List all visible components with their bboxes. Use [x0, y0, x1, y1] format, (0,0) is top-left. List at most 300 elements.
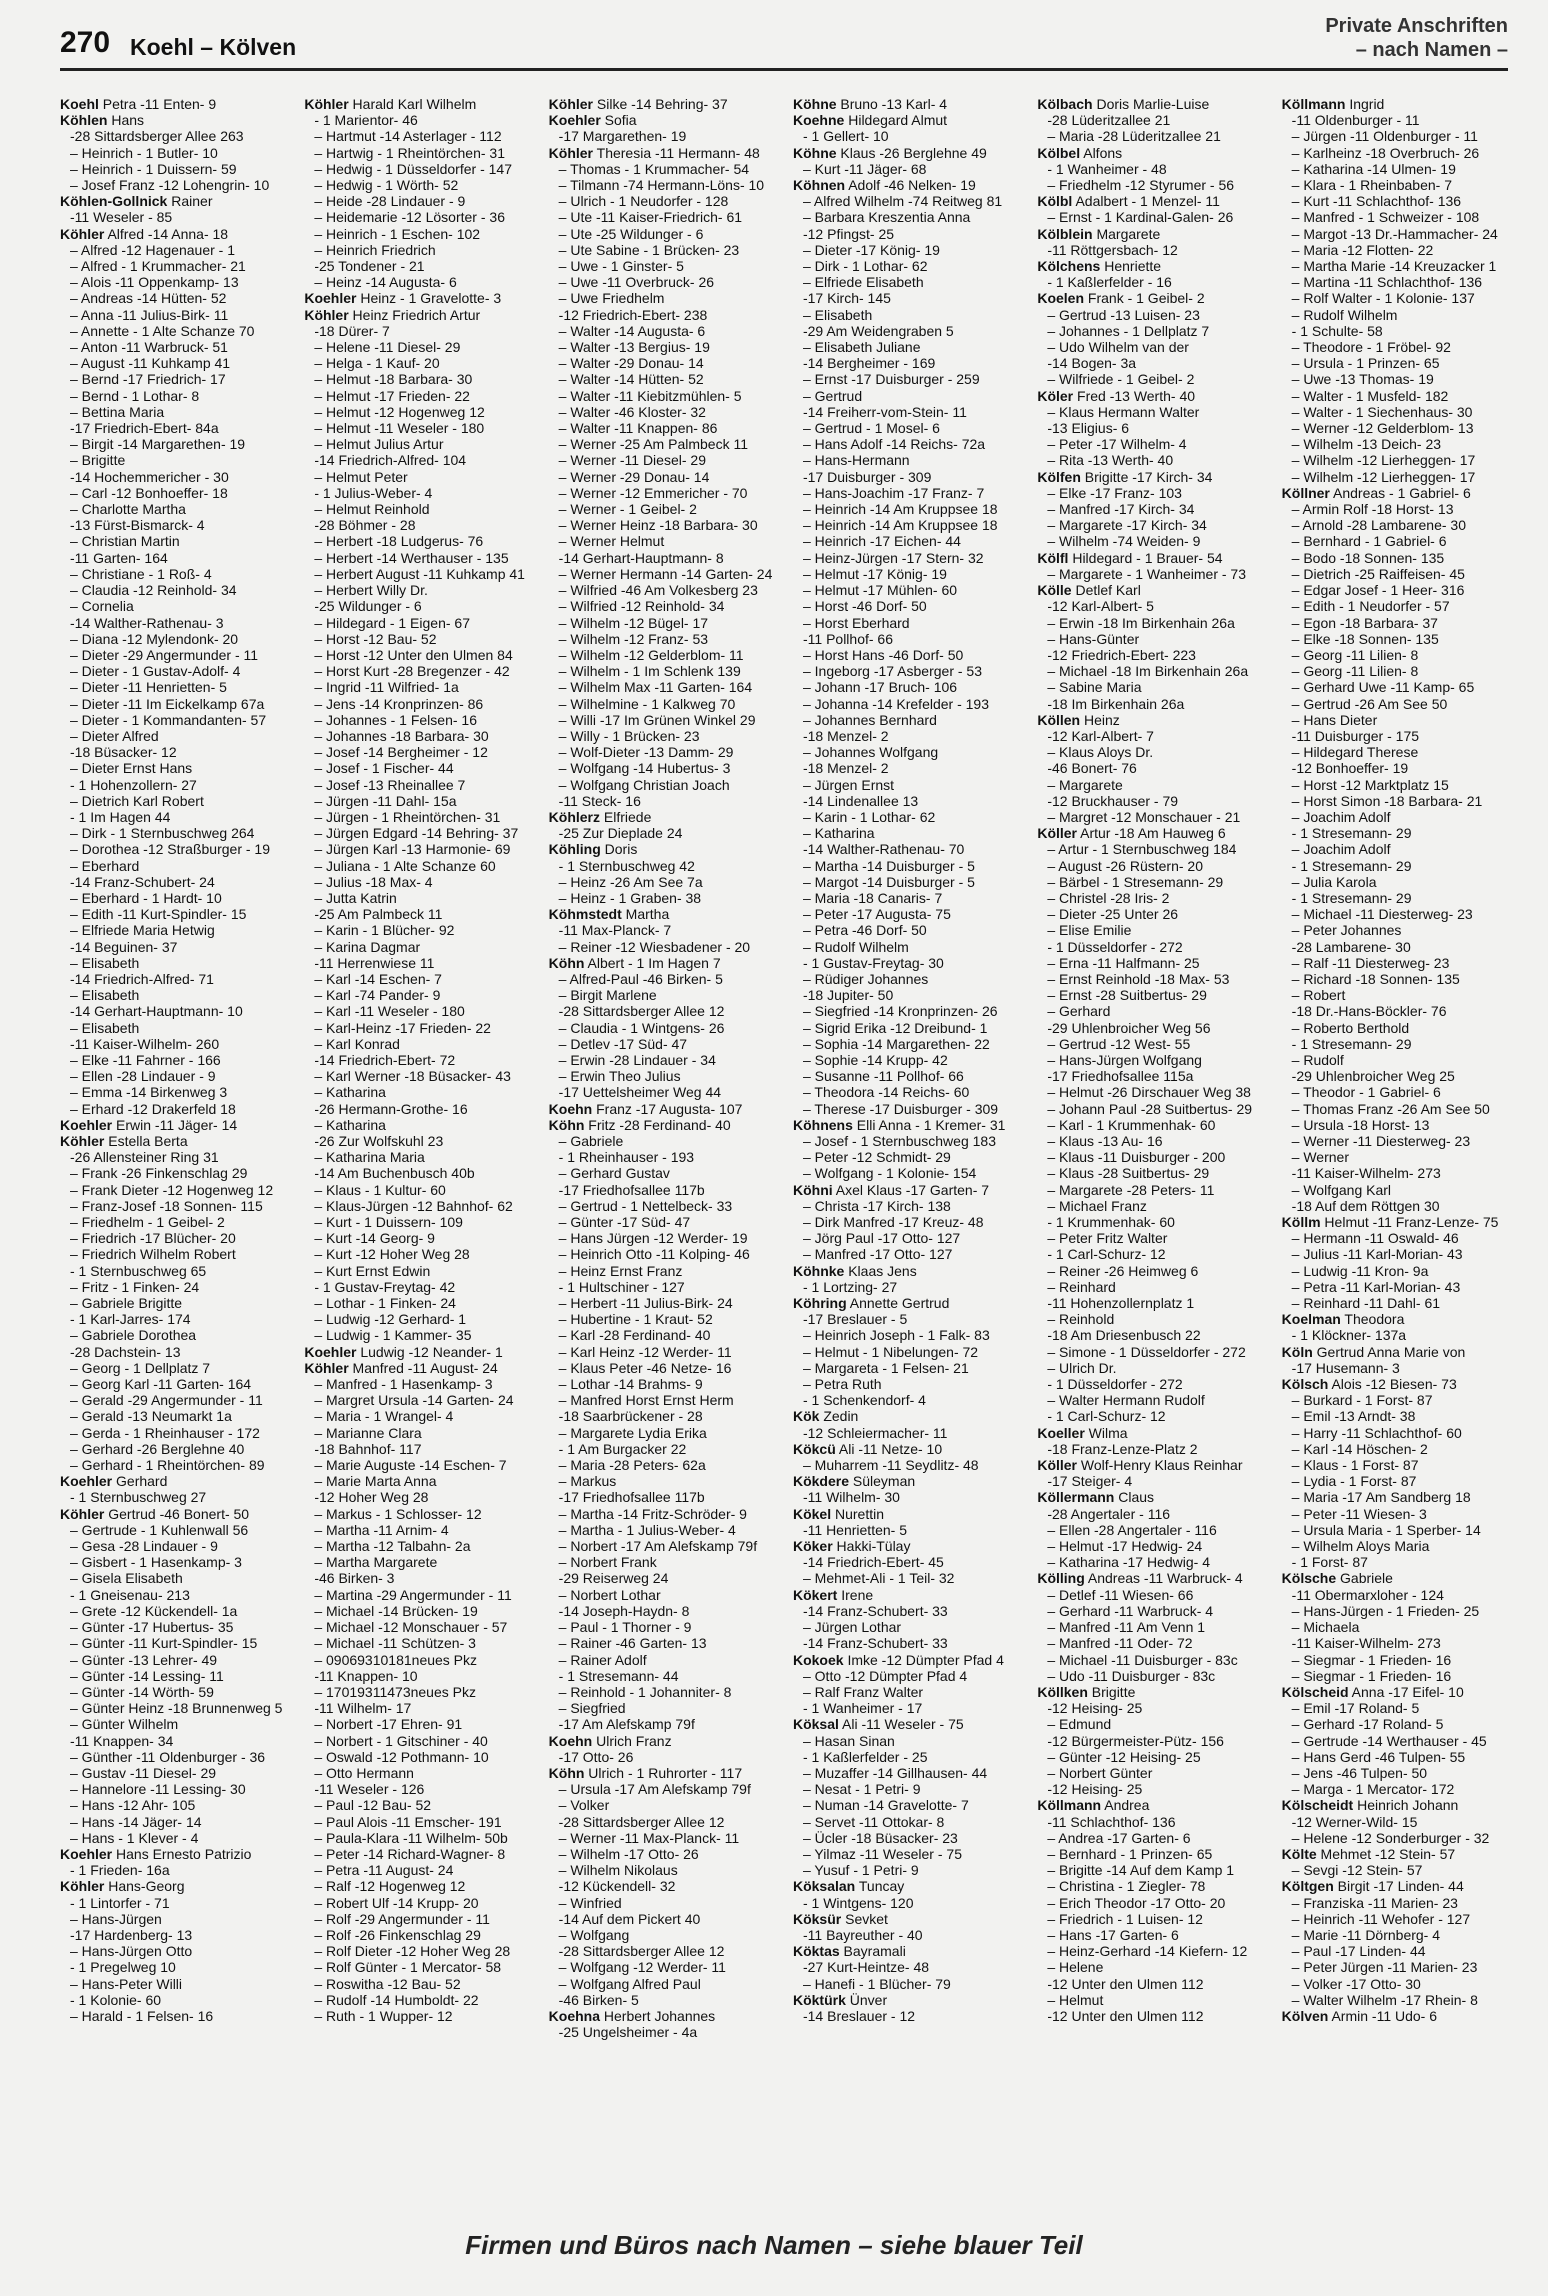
entry-details: – Jens -46 Tulpen- 50	[1291, 1764, 1428, 1781]
directory-entry	[1282, 420, 1510, 436]
entry-surname: Köhler	[304, 306, 349, 323]
directory-entry	[304, 906, 532, 922]
entry-details: – Horst -46 Dorf- 50	[802, 598, 927, 615]
directory-entry	[793, 744, 1021, 760]
entry-details: – Rainer Adolf	[558, 1651, 647, 1668]
directory-entry	[1282, 274, 1510, 290]
entry-details: – Margarete	[1047, 776, 1123, 793]
directory-entry	[1037, 1295, 1265, 1311]
entry-details: – Werner Helmut	[558, 533, 665, 550]
directory-entry	[60, 647, 288, 663]
entry-details: -12 Unter den Ulmen 112	[1047, 1975, 1204, 1992]
directory-entry	[1037, 112, 1265, 128]
entry-details: – Margot -13 Dr.-Hammacher- 24	[1291, 225, 1498, 242]
directory-entry	[304, 1733, 532, 1749]
directory-entry	[304, 436, 532, 452]
entry-surname: Kölchens	[1037, 258, 1101, 275]
entry-details: -18 Dürer- 7	[314, 322, 390, 339]
entry-details: Gerhard	[112, 1473, 168, 1490]
directory-entry	[793, 1473, 1021, 1489]
directory-entry	[549, 145, 777, 161]
entry-details: – Therese -17 Duisburger - 309	[802, 1100, 999, 1117]
entry-details: – Gerhard Uwe -11 Kamp- 65	[1291, 679, 1475, 696]
entry-details: -11 Obermarxloher - 124	[1291, 1586, 1444, 1603]
entry-details: – Margret Ursula -14 Garten- 24	[314, 1392, 514, 1409]
entry-details: – Peter Jürgen -11 Marien- 23	[1291, 1959, 1478, 1976]
entry-details: – Johanna -14 Krefelder - 193	[802, 695, 989, 712]
directory-entry	[304, 2008, 532, 2024]
page-name-range: Koehl – Kölven	[130, 34, 297, 60]
directory-entry	[60, 452, 288, 468]
directory-entry	[304, 696, 532, 712]
entry-details: – Ludwig - 1 Kammer- 35	[314, 1327, 472, 1344]
directory-entry	[60, 1927, 288, 1943]
directory-entry	[549, 1878, 777, 1894]
entry-details: – Wilfried -46 Am Volkesberg 23	[558, 582, 758, 599]
directory-entry	[60, 1052, 288, 1068]
directory-entry	[549, 323, 777, 339]
entry-details: Rainer	[167, 193, 213, 210]
entry-details: -14 Am Buchenbusch 40b	[314, 1165, 475, 1182]
directory-entry	[1282, 906, 1510, 922]
directory-entry	[304, 1506, 532, 1522]
directory-entry	[1282, 1149, 1510, 1165]
entry-surname: Köller	[1037, 825, 1078, 842]
entry-details: – Jürgen Edgard -14 Behring- 37	[314, 825, 519, 842]
directory-entry	[1282, 1765, 1510, 1781]
entry-details: -28 Lüderitzallee 21	[1047, 112, 1171, 129]
directory-entry	[1282, 1862, 1510, 1878]
directory-entry	[60, 1959, 288, 1975]
directory-entry	[60, 1992, 288, 2008]
entry-details: – Fritz - 1 Finken- 24	[70, 1278, 200, 1295]
entry-details: Mehmet -12 Stein- 57	[1316, 1845, 1456, 1862]
entry-details: -12 Werner-Wild- 15	[1291, 1813, 1418, 1830]
entry-details: – Otto -12 Dümpter Pfad 4	[802, 1667, 968, 1684]
directory-entry	[60, 1538, 288, 1554]
directory-entry	[304, 1797, 532, 1813]
directory-entry	[549, 744, 777, 760]
entry-details: -12 Heising- 25	[1047, 1781, 1143, 1798]
entry-details: -14 Walther-Rathenau- 3	[70, 614, 224, 631]
directory-entry	[549, 226, 777, 242]
entry-details: – Tilmann -74 Hermann-Löns- 10	[558, 177, 765, 194]
entry-details: – Kurt -11 Jäger- 68	[802, 160, 927, 177]
directory-entry	[60, 1846, 288, 1862]
entry-details: - 1 Sternbuschweg 27	[70, 1489, 207, 1506]
entry-details: -28 Lambarene- 30	[1291, 938, 1411, 955]
directory-entry	[1282, 582, 1510, 598]
directory-entry	[549, 177, 777, 193]
entry-details: – Gerhard - 1 Rheintörchen- 89	[70, 1457, 265, 1474]
entry-details: – Heide -28 Lindauer - 9	[314, 193, 466, 210]
entry-details: – Walter -14 Augusta- 6	[558, 322, 706, 339]
directory-entry	[1037, 436, 1265, 452]
directory-entry	[1282, 1344, 1510, 1360]
entry-details: – Klaus -28 Suitbertus- 29	[1047, 1165, 1210, 1182]
directory-entry	[1037, 647, 1265, 663]
entry-details: – Franziska -11 Marien- 23	[1291, 1894, 1458, 1911]
entry-details: – Bettina Maria	[70, 403, 165, 420]
directory-entry	[1037, 1959, 1265, 1975]
directory-entry	[793, 290, 1021, 306]
directory-entry	[60, 1149, 288, 1165]
entry-details: – Marie Marta Anna	[314, 1473, 437, 1490]
entry-details: Brigitte -17 Kirch- 34	[1080, 468, 1213, 485]
entry-details: – Erwin -28 Lindauer - 34	[558, 1051, 716, 1068]
directory-entry	[793, 1765, 1021, 1781]
entry-details: -14 Joseph-Haydn- 8	[558, 1602, 690, 1619]
entry-details: – Bodo -18 Sonnen- 135	[1291, 549, 1445, 566]
entry-details: – Peter -14 Richard-Wagner- 8	[314, 1845, 506, 1862]
directory-entry	[304, 1084, 532, 1100]
directory-entry	[1037, 1684, 1265, 1700]
directory-entry	[1282, 1230, 1510, 1246]
directory-entry	[1037, 339, 1265, 355]
directory-entry	[793, 1279, 1021, 1295]
entry-details: Gabriele	[1336, 1570, 1393, 1587]
entry-details: – Reinhold - 1 Johanniter- 8	[558, 1683, 732, 1700]
directory-entry	[60, 1668, 288, 1684]
entry-details: – Edith - 1 Neudorfer - 57	[1291, 598, 1450, 615]
directory-entry	[60, 388, 288, 404]
entry-details: Claus	[1114, 1489, 1155, 1506]
directory-entry	[793, 663, 1021, 679]
directory-entry	[549, 1830, 777, 1846]
directory-entry	[60, 1749, 288, 1765]
entry-details: – Wilhelm - 1 Im Schlenk 139	[558, 663, 741, 680]
directory-entry	[1282, 1781, 1510, 1797]
directory-entry	[60, 1976, 288, 1992]
entry-details: – Klaus - 1 Kultur- 60	[314, 1181, 446, 1198]
entry-details: -11 Duisburger - 175	[1291, 727, 1420, 744]
directory-entry	[793, 1716, 1021, 1732]
entry-details: Armin -11 Udo- 6	[1328, 2007, 1438, 2024]
entry-details: -11 Wilhelm- 17	[314, 1700, 412, 1717]
entry-details: - 1 Karl-Jarres- 174	[70, 1311, 191, 1328]
directory-entry	[1282, 631, 1510, 647]
entry-details: – Roswitha -12 Bau- 52	[314, 1975, 461, 1992]
directory-entry	[793, 809, 1021, 825]
entry-details: Fred -13 Werth- 40	[1073, 387, 1196, 404]
entry-surname: Köllmann	[1281, 96, 1346, 112]
directory-entry	[549, 1457, 777, 1473]
entry-details: – Wilhelm -12 Gelderblom- 11	[558, 646, 744, 663]
entry-details: – Michael -11 Duisburger - 83c	[1047, 1651, 1238, 1668]
entry-details: – Gerhard -17 Roland- 5	[1291, 1716, 1444, 1733]
entry-details: – Heinrich Friedrich	[314, 241, 436, 258]
directory-entry	[304, 1878, 532, 1894]
entry-details: – Ücler -18 Büsacker- 23	[802, 1829, 958, 1846]
entry-surname: Köhler	[548, 96, 593, 112]
entry-details: – Birgit Marlene	[558, 987, 657, 1004]
entry-surname: Köhlen-Gollnick	[60, 193, 168, 210]
entry-surname: Kölscheidt	[1281, 1797, 1354, 1814]
directory-entry	[1037, 1619, 1265, 1635]
entry-details: – Grete -12 Kückendell- 1a	[70, 1602, 238, 1619]
directory-entry	[1037, 1327, 1265, 1343]
entry-surname: Koehler	[548, 112, 601, 129]
directory-entry	[549, 1149, 777, 1165]
entry-details: Süleyman	[849, 1473, 916, 1490]
entry-surname: Kökcü	[792, 1440, 836, 1457]
directory-entry	[304, 728, 532, 744]
entry-details: - 1 Stresemann- 44	[558, 1667, 679, 1684]
entry-details: – Marianne Clara	[314, 1424, 422, 1441]
entry-details: – Werner	[1291, 1149, 1349, 1166]
directory-entry	[793, 1068, 1021, 1084]
directory-entry	[549, 1344, 777, 1360]
entry-details: – Siegfried -14 Kronprinzen- 26	[802, 1003, 998, 1020]
entry-details: -14 Friedrich-Ebert- 72	[314, 1051, 456, 1068]
directory-entry	[1282, 1959, 1510, 1975]
entry-details: – Günter -14 Lessing- 11	[70, 1667, 224, 1684]
entry-details: – Anton -11 Warbruck- 51	[70, 339, 228, 356]
entry-details: – Wilhelm -12 Lierheggen- 17	[1291, 468, 1476, 485]
entry-details: - 1 Carl-Schurz- 12	[1047, 1246, 1166, 1263]
entry-details: – Julius -18 Max- 4	[314, 873, 433, 890]
entry-details: – Emil -13 Arndt- 38	[1291, 1408, 1416, 1425]
entry-details: – Lydia - 1 Forst- 87	[1291, 1473, 1417, 1490]
directory-entry	[793, 1246, 1021, 1262]
directory-entry	[60, 1020, 288, 1036]
entry-details: - 1 Im Hagen 44	[70, 808, 171, 825]
entry-surname: Köhnen	[792, 177, 846, 194]
entry-details: – Horst Simon -18 Barbara- 21	[1291, 792, 1483, 809]
entry-details: – Josef Franz -12 Lohengrin- 10	[70, 177, 270, 194]
entry-details: Detlef Karl	[1071, 582, 1141, 599]
directory-entry	[793, 1652, 1021, 1668]
directory-entry	[793, 760, 1021, 776]
entry-details: – Anna -11 Julius-Birk- 11	[70, 306, 229, 323]
entry-details: – Dietrich Karl Robert	[70, 792, 204, 809]
entry-details: -14 Franz-Schubert- 24	[70, 873, 215, 890]
entry-details: -17 Margarethen- 19	[558, 128, 687, 145]
entry-details: – Günter Wilhelm	[70, 1716, 179, 1733]
directory-entry	[1037, 1198, 1265, 1214]
directory-entry	[60, 290, 288, 306]
directory-entry	[1037, 760, 1265, 776]
directory-entry	[304, 679, 532, 695]
entry-details: -11 Steck- 16	[558, 792, 641, 809]
entry-details: -25 Tondener - 21	[314, 258, 425, 275]
directory-entry	[304, 1068, 532, 1084]
entry-details: – Ludwig -12 Gerhard- 1	[314, 1311, 467, 1328]
entry-details: -18 Jupiter- 50	[802, 987, 894, 1004]
entry-details: – Ludwig -11 Kron- 9a	[1291, 1262, 1429, 1279]
directory-entry	[1037, 793, 1265, 809]
entry-details: – Heinz -14 Augusta- 6	[314, 274, 457, 291]
directory-entry	[549, 1814, 777, 1830]
directory-entry	[793, 890, 1021, 906]
entry-surname: Kölfen	[1037, 468, 1081, 485]
entry-details: – Petra -11 August- 24	[314, 1862, 454, 1879]
directory-entry	[1037, 1246, 1265, 1262]
directory-entry	[793, 1781, 1021, 1797]
directory-entry	[793, 420, 1021, 436]
entry-details: – Klaus -13 Au- 16	[1047, 1133, 1163, 1149]
directory-entry	[549, 452, 777, 468]
directory-entry	[793, 1992, 1021, 2008]
directory-entry	[793, 1408, 1021, 1424]
entry-details: -18 Menzel- 2	[802, 760, 889, 777]
directory-entry	[549, 2024, 777, 2040]
entry-details: – August -11 Kuhkamp 41	[70, 355, 231, 372]
directory-entry	[1282, 550, 1510, 566]
entry-details: – Heinrich Joseph - 1 Falk- 83	[802, 1327, 990, 1344]
entry-details: – Günter -12 Heising- 25	[1047, 1748, 1201, 1765]
entry-details: – Josef - 1 Fischer- 44	[314, 760, 454, 777]
entry-details: – Dieter -11 Im Eickelkamp 67a	[70, 695, 265, 712]
directory-entry	[549, 371, 777, 387]
entry-details: – Klaus -11 Duisburger - 200	[1047, 1149, 1226, 1166]
entry-details: – Lothar -14 Brahms- 9	[558, 1376, 703, 1393]
directory-entry	[304, 987, 532, 1003]
directory-entry	[1037, 1846, 1265, 1862]
directory-entry	[304, 1198, 532, 1214]
entry-details: – Ute Sabine - 1 Brücken- 23	[558, 241, 740, 258]
directory-entry	[1282, 226, 1510, 242]
entry-details: – Norbert - 1 Gitschiner - 40	[314, 1732, 488, 1749]
entry-details: – Sabine Maria	[1047, 679, 1142, 696]
directory-entry	[1037, 1587, 1265, 1603]
entry-details: – Dieter Alfred	[70, 727, 159, 744]
directory-entry	[304, 663, 532, 679]
directory-entry	[1037, 1733, 1265, 1749]
directory-entry	[549, 922, 777, 938]
directory-entry	[793, 1036, 1021, 1052]
directory-entry	[1282, 890, 1510, 906]
directory-entry	[793, 1327, 1021, 1343]
entry-details: – Ernst -28 Suitbertus- 29	[1047, 987, 1207, 1004]
directory-entry	[60, 177, 288, 193]
entry-details: – Martha -14 Fritz-Schröder- 9	[558, 1505, 747, 1522]
entry-details: – Rüdiger Johannes	[802, 970, 929, 987]
entry-details: -14 Auf dem Pickert 40	[558, 1910, 701, 1927]
entry-details: - 1 Gellert- 10	[802, 128, 889, 145]
entry-details: -29 Am Weidengraben 5	[802, 322, 954, 339]
directory-entry	[304, 1165, 532, 1181]
directory-entry	[793, 1165, 1021, 1181]
directory-entry	[1037, 631, 1265, 647]
directory-entry	[793, 1149, 1021, 1165]
directory-entry	[60, 258, 288, 274]
entry-details: -18 Büsacker- 12	[70, 744, 177, 761]
directory-entry	[793, 128, 1021, 144]
entry-details: – Marie -11 Dörnberg- 4	[1291, 1926, 1441, 1943]
directory-entry	[304, 1959, 532, 1975]
entry-details: – Helmut -12 Hogenweg 12	[314, 403, 485, 420]
entry-details: -14 Hochemmericher - 30	[70, 468, 229, 485]
directory-entry	[304, 1749, 532, 1765]
entry-surname: Köhling	[548, 841, 601, 858]
entry-details: – Otto Hermann	[314, 1764, 414, 1781]
directory-entry	[304, 1587, 532, 1603]
entry-details: – Georg -11 Lilien- 8	[1291, 663, 1419, 680]
directory-entry	[1037, 1895, 1265, 1911]
directory-entry	[1037, 355, 1265, 371]
directory-entry	[1282, 161, 1510, 177]
entry-details: - 1 Stresemann- 29	[1291, 1035, 1412, 1052]
directory-entry	[60, 1263, 288, 1279]
entry-surname: Köhn	[548, 954, 585, 971]
entry-details: – Sophie -14 Krupp- 42	[802, 1051, 948, 1068]
directory-entry	[60, 128, 288, 144]
entry-surname: Koehler	[60, 1845, 113, 1862]
directory-entry	[1282, 728, 1510, 744]
entry-details: -14 Walther-Rathenau- 70	[802, 841, 965, 858]
entry-details: -14 Freiherr-vom-Stein- 11	[802, 403, 967, 420]
directory-entry	[304, 307, 532, 323]
directory-entry	[304, 501, 532, 517]
entry-details: -12 Karl-Albert- 7	[1047, 727, 1154, 744]
entry-details: Tuncay	[855, 1878, 905, 1895]
directory-entry	[60, 1765, 288, 1781]
directory-entry	[793, 436, 1021, 452]
entry-details: – Jürgen - 1 Rheintörchen- 31	[314, 808, 501, 825]
entry-details: – Maria -28 Peters- 62a	[558, 1457, 706, 1474]
entry-details: – Bernd -17 Friedrich- 17	[70, 371, 226, 388]
entry-details: – Helmut -11 Weseler - 180	[314, 420, 485, 437]
directory-entry	[793, 96, 1021, 112]
entry-details: - 1 Wanheimer - 17	[802, 1700, 923, 1717]
directory-entry	[304, 1230, 532, 1246]
directory-entry	[1282, 1441, 1510, 1457]
directory-entry	[1282, 825, 1510, 841]
directory-entry	[60, 1554, 288, 1570]
directory-entry	[1037, 1230, 1265, 1246]
entry-details: – Hans Dieter	[1291, 711, 1378, 728]
entry-details: Elli Anna - 1 Kremer- 31	[852, 1116, 1006, 1133]
directory-entry	[304, 1020, 532, 1036]
entry-details: - 1 Gustav-Freytag- 42	[314, 1278, 456, 1295]
directory-entry	[1282, 793, 1510, 809]
directory-entry	[1037, 242, 1265, 258]
entry-details: -28 Angertaler - 116	[1047, 1505, 1171, 1522]
directory-entry	[304, 209, 532, 225]
directory-entry	[793, 388, 1021, 404]
entry-details: – Marie Auguste -14 Eschen- 7	[314, 1457, 507, 1474]
entry-details: - 1 Frieden- 16a	[70, 1862, 170, 1879]
entry-details: – Muzaffer -14 Gillhausen- 44	[802, 1764, 988, 1781]
entry-surname: Költe	[1281, 1845, 1317, 1862]
directory-entry	[549, 874, 777, 890]
directory-entry	[1282, 955, 1510, 971]
directory-entry	[793, 858, 1021, 874]
directory-entry	[793, 1198, 1021, 1214]
entry-details: – Wolfgang	[558, 1926, 630, 1943]
directory-entry	[549, 1684, 777, 1700]
directory-entry	[549, 728, 777, 744]
directory-entry	[793, 971, 1021, 987]
entry-details: – Gerhard	[1047, 1003, 1111, 1020]
entry-details: – Erwin -18 Im Birkenhain 26a	[1047, 614, 1235, 631]
entry-details: -17 Breslauer - 5	[802, 1311, 908, 1328]
entry-details: -11 Kaiser-Wilhelm- 260	[70, 1035, 220, 1052]
directory-entry	[1282, 1878, 1510, 1894]
directory-entry	[304, 161, 532, 177]
entry-details: – Ursula - 1 Prinzen- 65	[1291, 355, 1440, 372]
entry-details: - 1 Gneisenau- 213	[70, 1586, 190, 1603]
directory-entry	[793, 615, 1021, 631]
directory-entry	[793, 1522, 1021, 1538]
directory-entry	[1282, 566, 1510, 582]
entry-details: – Karin - 1 Blücher- 92	[314, 922, 455, 939]
directory-entry	[60, 1068, 288, 1084]
entry-details: Hakki-Tülay	[832, 1538, 911, 1555]
directory-entry	[1037, 1052, 1265, 1068]
entry-details: -14 Gerhart-Hauptmann- 8	[558, 549, 724, 566]
